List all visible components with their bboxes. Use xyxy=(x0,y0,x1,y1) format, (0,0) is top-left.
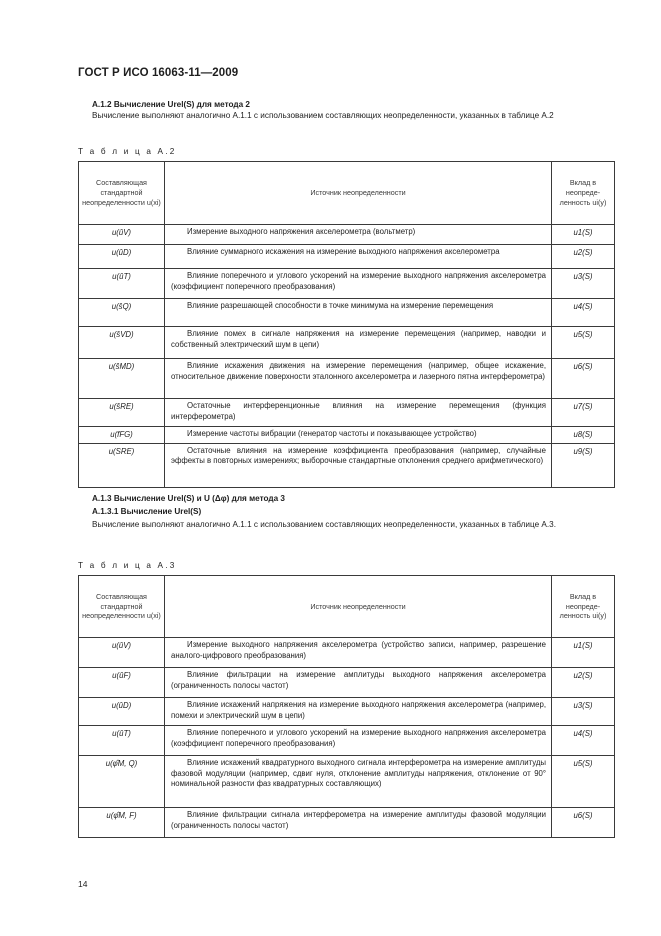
uncertainty-source-cell xyxy=(165,269,552,299)
table-row xyxy=(79,427,615,444)
uncertainty-component-cell: u(ŝVD) xyxy=(79,327,165,359)
uncertainty-source-text: Измерение выходного напряжения акселерометра (вольтметр) xyxy=(187,227,416,236)
uncertainty-source-text: Остаточные влияния на измерение коэффициента преобразования (например, случайные эффекты в повторных измерениях; выборочные стандартные отклонения среднего арифметического) xyxy=(171,445,546,466)
page-number: 14 xyxy=(78,879,88,889)
uncertainty-component-cell: u(ûD) xyxy=(79,698,165,726)
contribution-cell: u5(S) xyxy=(552,756,615,808)
uncertainty-source-cell xyxy=(165,245,552,269)
uncertainty-component-cell: u(ûT) xyxy=(79,269,165,299)
table-row xyxy=(79,225,615,245)
uncertainty-component-cell: u(φ̂M, Q) xyxy=(79,756,165,808)
col-header-contribution: Вклад в неопреде-ленность ui(y) xyxy=(552,576,615,638)
col-header-component: Составляющая стандартной неопределенности u(xi) xyxy=(79,162,165,225)
table-row xyxy=(79,726,615,756)
contribution-cell: u6(S) xyxy=(552,359,615,399)
uncertainty-source-cell xyxy=(165,726,552,756)
section-a131-text: Вычисление выполняют аналогично А.1.1 с использованием составляющих неопределенности, указанных в таблице А.3. xyxy=(92,520,556,529)
table-row xyxy=(79,299,615,327)
contribution-cell: u5(S) xyxy=(552,327,615,359)
table-row xyxy=(79,668,615,698)
uncertainty-component-cell: u(ûD) xyxy=(79,245,165,269)
contribution-cell: u8(S) xyxy=(552,427,615,444)
col-header-source: Источник неопределенности xyxy=(165,576,552,638)
uncertainty-source-text: Измерение частоты вибрации (генератор частоты и показывающее устройство) xyxy=(187,429,477,438)
table-row xyxy=(79,327,615,359)
contribution-cell: u3(S) xyxy=(552,698,615,726)
contribution-cell: u3(S) xyxy=(552,269,615,299)
uncertainty-source-text: Влияние фильтрации на измерение амплитуды выходного напряжения акселерометра (ограниченность полосы частот) xyxy=(171,670,546,690)
uncertainty-source-cell xyxy=(165,225,552,245)
uncertainty-source-cell xyxy=(165,443,552,487)
uncertainty-source-text: Влияние разрешающей способности в точке минимума на измерение перемещения xyxy=(187,301,494,310)
uncertainty-source-text: Остаточные интерференционные влияния на измерение перемещения (функция интерферометра) xyxy=(171,401,546,421)
uncertainty-source-cell xyxy=(165,698,552,726)
document-header: ГОСТ Р ИСО 16063-11—2009 xyxy=(78,67,239,79)
uncertainty-component-cell: u(ûF) xyxy=(79,668,165,698)
table-a3 xyxy=(78,575,615,838)
uncertainty-source-text: Влияние суммарного искажения на измерение выходного напряжения акселерометра xyxy=(187,247,500,256)
contribution-cell: u1(S) xyxy=(552,638,615,668)
uncertainty-source-text: Влияние искажений напряжения на измерение выходного напряжения акселерометра (например, помехи и электрический шум в цепи) xyxy=(171,700,546,720)
uncertainty-component-cell: u(SRE) xyxy=(79,443,165,487)
contribution-cell: u4(S) xyxy=(552,299,615,327)
table-a2-header-row xyxy=(79,162,615,225)
uncertainty-source-text: Влияние искажения движения на измерение перемещения (например, общее искажение, относительное движение поверхности эталонного акселерометра и лазерного пятна интерферометра) xyxy=(171,361,546,381)
table-row xyxy=(79,638,615,668)
table-a3-body xyxy=(79,638,615,838)
uncertainty-source-text: Влияние поперечного и углового ускорений на измерение выходного напряжения акселерометра (коэффициент поперечного преобразования) xyxy=(171,728,546,748)
uncertainty-component-cell: u(ûT) xyxy=(79,726,165,756)
uncertainty-component-cell: u(fFG) xyxy=(79,427,165,444)
contribution-cell: u9(S) xyxy=(552,443,615,487)
table-row xyxy=(79,399,615,427)
table-a2-body xyxy=(79,225,615,488)
table-a2-caption: Т а б л и ц а А.2 xyxy=(78,147,177,156)
section-a12-text: Вычисление выполняют аналогично А.1.1 с использованием составляющих неопределенности, указанных в таблице А.2 xyxy=(92,111,554,120)
uncertainty-source-cell xyxy=(165,427,552,444)
uncertainty-source-cell xyxy=(165,638,552,668)
uncertainty-source-text: Измерение выходного напряжения акселерометра (устройство записи, например, разрешение аналого-цифрового преобразования) xyxy=(171,640,546,660)
contribution-cell: u4(S) xyxy=(552,726,615,756)
uncertainty-component-cell: u(ŝQ) xyxy=(79,299,165,327)
uncertainty-source-cell xyxy=(165,299,552,327)
uncertainty-component-cell: u(ŝMD) xyxy=(79,359,165,399)
section-a12 xyxy=(78,99,614,121)
col-header-contribution: Вклад в неопреде-ленность ui(y) xyxy=(552,162,615,225)
section-a13 xyxy=(78,493,614,530)
uncertainty-source-cell xyxy=(165,668,552,698)
table-a3-caption: Т а б л и ц а А.3 xyxy=(78,561,177,570)
uncertainty-component-cell: u(ûV) xyxy=(79,225,165,245)
table-row xyxy=(79,698,615,726)
uncertainty-source-cell xyxy=(165,327,552,359)
table-a3-header-row xyxy=(79,576,615,638)
uncertainty-source-cell xyxy=(165,756,552,808)
table-row xyxy=(79,245,615,269)
uncertainty-source-text: Влияние фильтрации сигнала интерферометра на измерение амплитуды фазовой модуляции (ограниченность полосы частот) xyxy=(171,810,546,830)
table-row xyxy=(79,269,615,299)
uncertainty-source-cell xyxy=(165,399,552,427)
table-a2 xyxy=(78,161,615,488)
section-a12-title: А.1.2 Вычисление Urel(S) для метода 2 xyxy=(92,100,250,109)
table-row xyxy=(79,443,615,487)
table-row xyxy=(79,808,615,838)
table-row xyxy=(79,359,615,399)
uncertainty-source-cell xyxy=(165,359,552,399)
uncertainty-source-cell xyxy=(165,808,552,838)
uncertainty-source-text: Влияние искажений квадратурного выходного сигнала интерферометра на измерение амплитуды фазовой модуляции (например, сдвиг нуля, отклонение амплитуды напряжения, отклонение от 90° номинальной разности фаз квадратурных составляющих) xyxy=(171,758,546,789)
col-header-source: Источник неопределенности xyxy=(165,162,552,225)
uncertainty-component-cell: u(φ̂M, F) xyxy=(79,808,165,838)
uncertainty-source-text: Влияние поперечного и углового ускорений на измерение выходного напряжения акселерометра (коэффициент поперечного преобразования) xyxy=(171,271,546,291)
table-row xyxy=(79,756,615,808)
contribution-cell: u2(S) xyxy=(552,245,615,269)
section-a131-title: А.1.3.1 Вычисление Urel(S) xyxy=(92,507,202,516)
uncertainty-source-text: Влияние помех в сигнале напряжения на измерение перемещения (например, наводки и собственный электрический шум в цепи) xyxy=(171,329,546,349)
contribution-cell: u2(S) xyxy=(552,668,615,698)
contribution-cell: u1(S) xyxy=(552,225,615,245)
uncertainty-component-cell: u(ûV) xyxy=(79,638,165,668)
contribution-cell: u6(S) xyxy=(552,808,615,838)
contribution-cell: u7(S) xyxy=(552,399,615,427)
uncertainty-component-cell: u(ŝRE) xyxy=(79,399,165,427)
section-a13-title: А.1.3 Вычисление Urel(S) и U (Δφ) для метода 3 xyxy=(92,494,285,503)
col-header-component: Составляющая стандартной неопределенности u(xi) xyxy=(79,576,165,638)
